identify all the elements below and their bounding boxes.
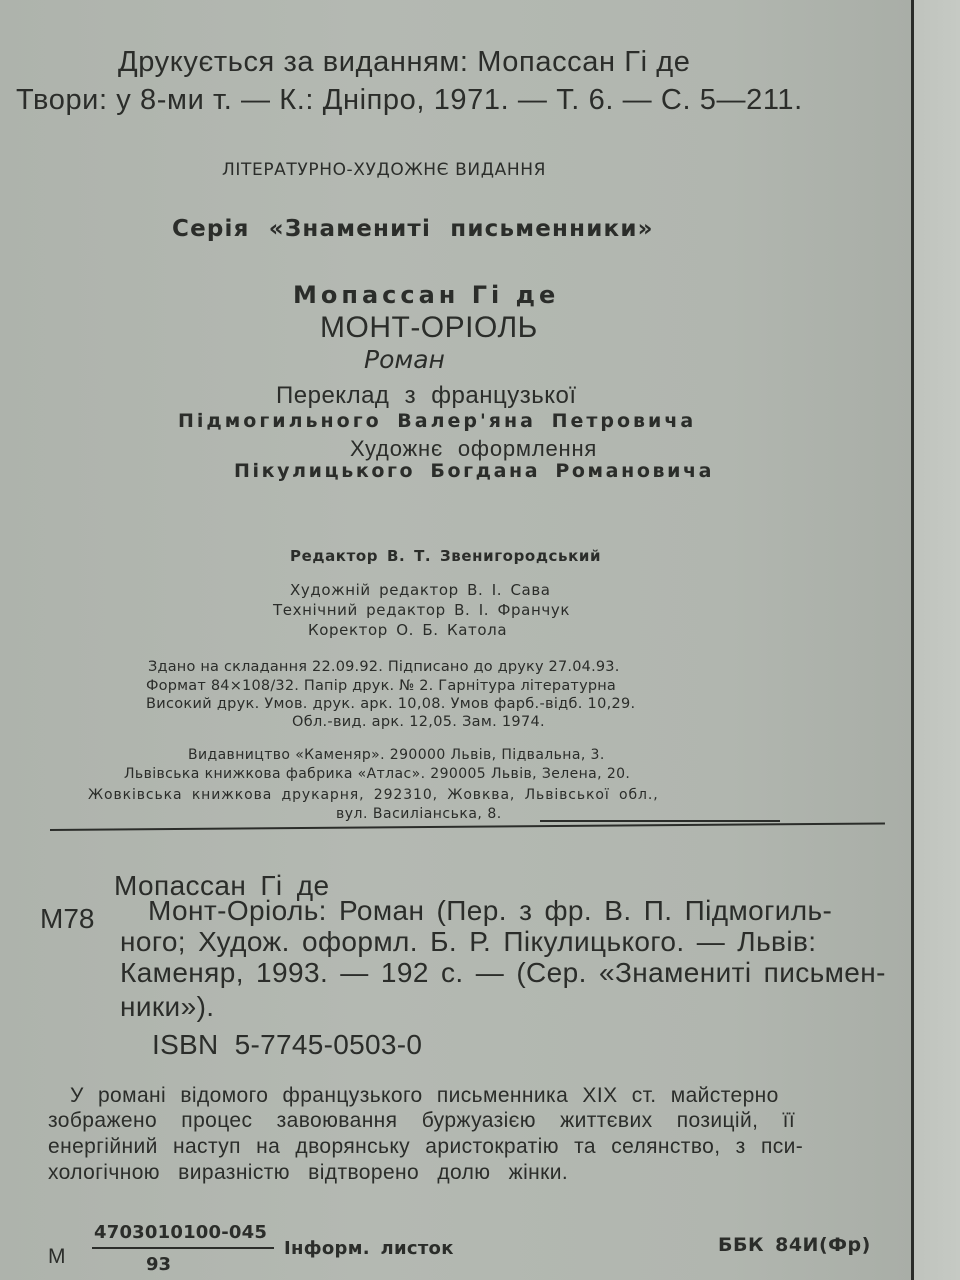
credit-editor: Редактор В. Т. Звенигородський: [290, 547, 602, 565]
catalog-code: М78: [40, 903, 95, 934]
footer-bbk: ББК 84И(Фр): [718, 1234, 871, 1256]
series-title: Серія «Знамениті письменники»: [172, 216, 654, 242]
annotation-line-4: хологічною виразністю відтворено долю жінки.: [48, 1161, 569, 1184]
publisher-line-2: Львівська книжкова фабрика «Атлас». 290005 Львів, Зелена, 20.: [124, 766, 631, 782]
annotation-line-2: зображено процес завоювання буржуазією життєвих позицій, її: [48, 1109, 796, 1132]
print-spec-line-4: Обл.-вид. арк. 12,05. Зам. 1974.: [292, 714, 545, 730]
catalog-line-2: ного; Худож. оформл. Б. Р. Пікулицького. — Львів:: [120, 926, 817, 957]
fraction-bar: [92, 1247, 274, 1249]
credit-proofreader: Коректор О. Б. Катола: [308, 621, 508, 639]
catalog-author: Мопассан Гі де: [114, 870, 330, 901]
author-name: Мопассан Гі де: [293, 281, 560, 309]
book-genre: Роман: [364, 345, 445, 374]
publisher-line-1: Видавництво «Каменяр». 290000 Львів, Підвальна, 3.: [188, 747, 605, 763]
source-note-line-2: Твори: у 8-ми т. — К.: Дніпро, 1971. — Т. 6. — С. 5—211.: [16, 84, 803, 116]
print-spec-line-1: Здано на складання 22.09.92. Підписано до друку 27.04.93.: [148, 659, 620, 675]
credit-art-editor: Художній редактор В. І. Сава: [290, 581, 551, 599]
annotation-line-1: У романі відомого французького письменника XIX ст. майстерно: [70, 1084, 779, 1107]
adjacent-page: [914, 0, 960, 1280]
footer-numerator: 4703010100-045: [94, 1222, 268, 1243]
edition-type: ЛІТЕРАТУРНО-ХУДОЖНЄ ВИДАННЯ: [222, 160, 547, 180]
translation-label: Переклад з французької: [276, 382, 577, 409]
print-spec-line-3: Високий друк. Умов. друк. арк. 10,08. Умов фарб.-відб. 10,29.: [146, 696, 636, 712]
credit-tech-editor: Технічний редактор В. І. Франчук: [273, 601, 570, 619]
catalog-line-4: ники»).: [120, 991, 215, 1022]
catalog-line-1: Монт-Оріоль: Роман (Пер. з фр. В. П. Підмогиль-: [148, 895, 833, 926]
designer-name: Пікулицького Богдана Романовича: [234, 460, 715, 482]
book-title: МОНТ-ОРІОЛЬ: [320, 311, 538, 344]
print-spec-line-2: Формат 84×108/32. Папір друк. № 2. Гарнітура літературна: [146, 678, 617, 694]
catalog-line-3: Каменяр, 1993. — 192 с. — (Сер. «Знамениті письмен-: [120, 957, 886, 988]
footer-letter: М: [48, 1245, 66, 1268]
publisher-line-3: Жовківська книжкова друкарня, 292310, Жовква, Львівської обл.,: [88, 787, 659, 803]
divider-rule-short: [540, 820, 780, 822]
annotation-line-3: енергійний наступ на дворянську аристократію та селянство, з пси-: [48, 1135, 804, 1158]
footer-denominator: 93: [146, 1254, 172, 1275]
divider-rule: [50, 822, 885, 831]
catalog-isbn: ISBN 5-7745-0503-0: [152, 1029, 423, 1060]
publisher-line-4: вул. Василіанська, 8.: [336, 806, 502, 822]
footer-info-label: Інформ. листок: [284, 1238, 454, 1259]
translator-name: Підмогильного Валер'яна Петровича: [178, 410, 697, 432]
design-label: Художнє оформлення: [350, 436, 598, 461]
source-note-line-1: Друкується за виданням: Мопассан Гі де: [118, 46, 691, 78]
